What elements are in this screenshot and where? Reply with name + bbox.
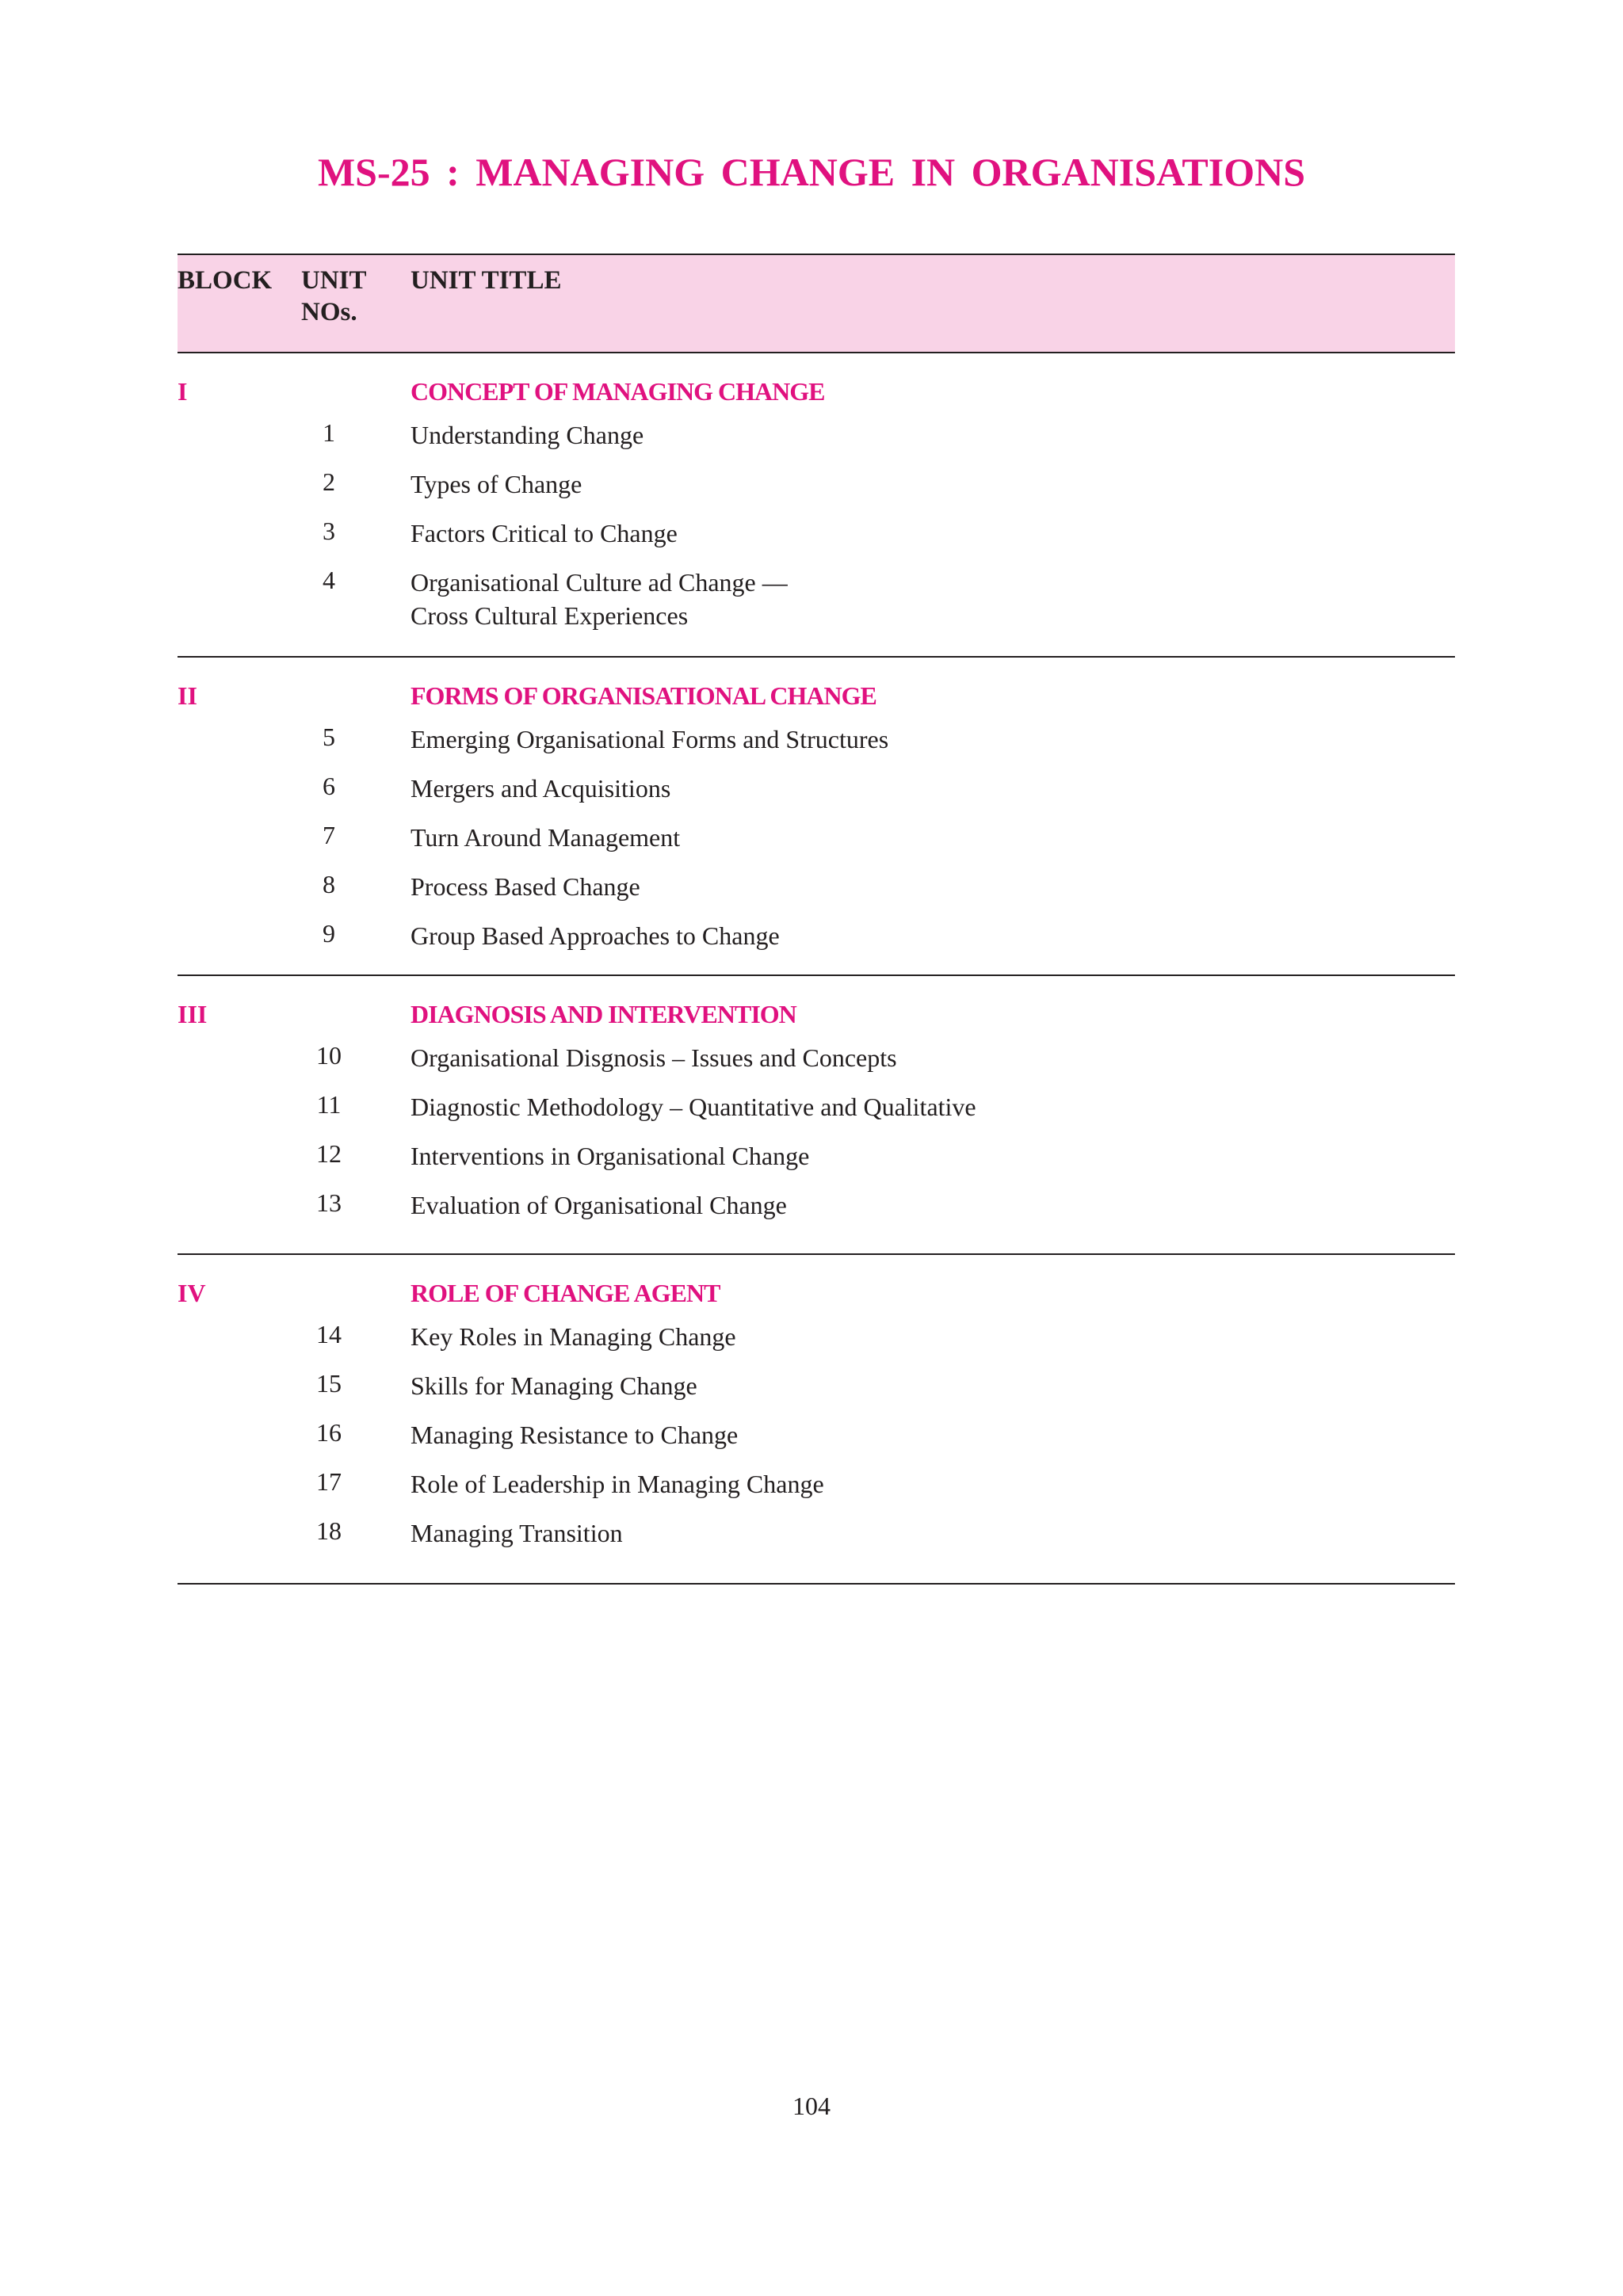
block-title: ROLE OF CHANGE AGENT [411,1279,720,1307]
unit-row [178,903,1455,952]
unit-number: 16 [316,1418,342,1447]
course-table [178,254,1455,1585]
block-number: III [178,1000,208,1028]
unit-number: 5 [323,723,335,751]
unit-title: Types of Change [411,470,582,498]
block-1 [178,353,1455,658]
unit-title: Diagnostic Methodology – Quantitative and Qualitative [411,1093,976,1121]
column-header-unit-nos: UNIT NOs. [301,266,366,326]
unit-title: Interventions in Organisational Change [411,1142,810,1170]
column-header-block: BLOCK [178,266,273,295]
unit-row [178,402,1455,452]
page-title: MS-25 : MANAGING CHANGE IN ORGANISATIONS [317,150,1306,194]
unit-title: Factors Critical to Change [411,519,678,547]
unit-row [178,1304,1455,1353]
block-title: CONCEPT OF MANAGING CHANGE [411,377,825,406]
block-number: I [178,377,188,406]
unit-row [178,1353,1455,1402]
unit-number: 3 [323,517,335,545]
unit-number: 18 [316,1516,342,1545]
column-header-unit-title: UNIT TITLE [411,266,562,295]
block-number: IV [178,1279,206,1307]
unit-row [178,1402,1455,1451]
unit-title: Understanding Change [411,421,644,449]
unit-number: 1 [323,418,335,447]
table-header [178,254,1455,353]
unit-title: Emerging Organisational Forms and Structures [411,725,889,753]
unit-number: 2 [323,467,335,496]
unit-row [178,452,1455,501]
unit-row [178,1123,1455,1173]
unit-row [178,1501,1455,1550]
unit-number: 11 [316,1090,342,1119]
unit-title: Managing Transition [411,1519,623,1547]
unit-number: 13 [316,1188,342,1217]
block-title: FORMS OF ORGANISATIONAL CHANGE [411,681,876,710]
unit-title: Group Based Approaches to Change [411,921,780,950]
unit-number: 12 [316,1139,342,1168]
unit-title: Evaluation of Organisational Change [411,1191,787,1219]
unit-title [411,566,788,632]
unit-row [178,854,1455,903]
unit-number: 6 [323,772,335,800]
block-4 [178,1255,1455,1585]
unit-title: Turn Around Management [411,823,681,852]
block-title-row [178,1255,1455,1307]
unit-title: Key Roles in Managing Change [411,1322,736,1351]
unit-number: 7 [323,821,335,849]
unit-number: 15 [316,1369,342,1398]
unit-title: Mergers and Acquisitions [411,774,671,803]
unit-row [178,1451,1455,1501]
unit-number: 8 [323,870,335,898]
unit-row [178,1074,1455,1123]
unit-row [178,805,1455,854]
unit-title: Organisational Disgnosis – Issues and Concepts [411,1043,897,1072]
unit-row [178,707,1455,756]
unit-number: 4 [323,566,335,594]
block-3 [178,976,1455,1255]
block-title: DIAGNOSIS AND INTERVENTION [411,1000,796,1028]
page-number: 104 [792,2092,831,2120]
unit-title: Process Based Change [411,872,640,901]
unit-number: 10 [316,1041,342,1070]
block-title-row [178,976,1455,1028]
unit-row [178,550,1455,632]
unit-number: 9 [323,919,335,948]
unit-row [178,756,1455,805]
unit-title-line-1: Organisational Culture ad Change — [411,568,788,597]
unit-title-line-2: Cross Cultural Experiences [411,601,689,630]
block-title-row [178,658,1455,710]
unit-row [178,501,1455,550]
unit-title: Managing Resistance to Change [411,1421,739,1449]
unit-row [178,1025,1455,1074]
unit-title: Skills for Managing Change [411,1371,697,1400]
unit-title: Role of Leadership in Managing Change [411,1470,824,1498]
block-2 [178,658,1455,976]
unit-number: 14 [316,1320,342,1348]
block-title-row [178,353,1455,406]
unit-number: 17 [316,1467,342,1496]
unit-row [178,1173,1455,1222]
block-number: II [178,681,197,710]
